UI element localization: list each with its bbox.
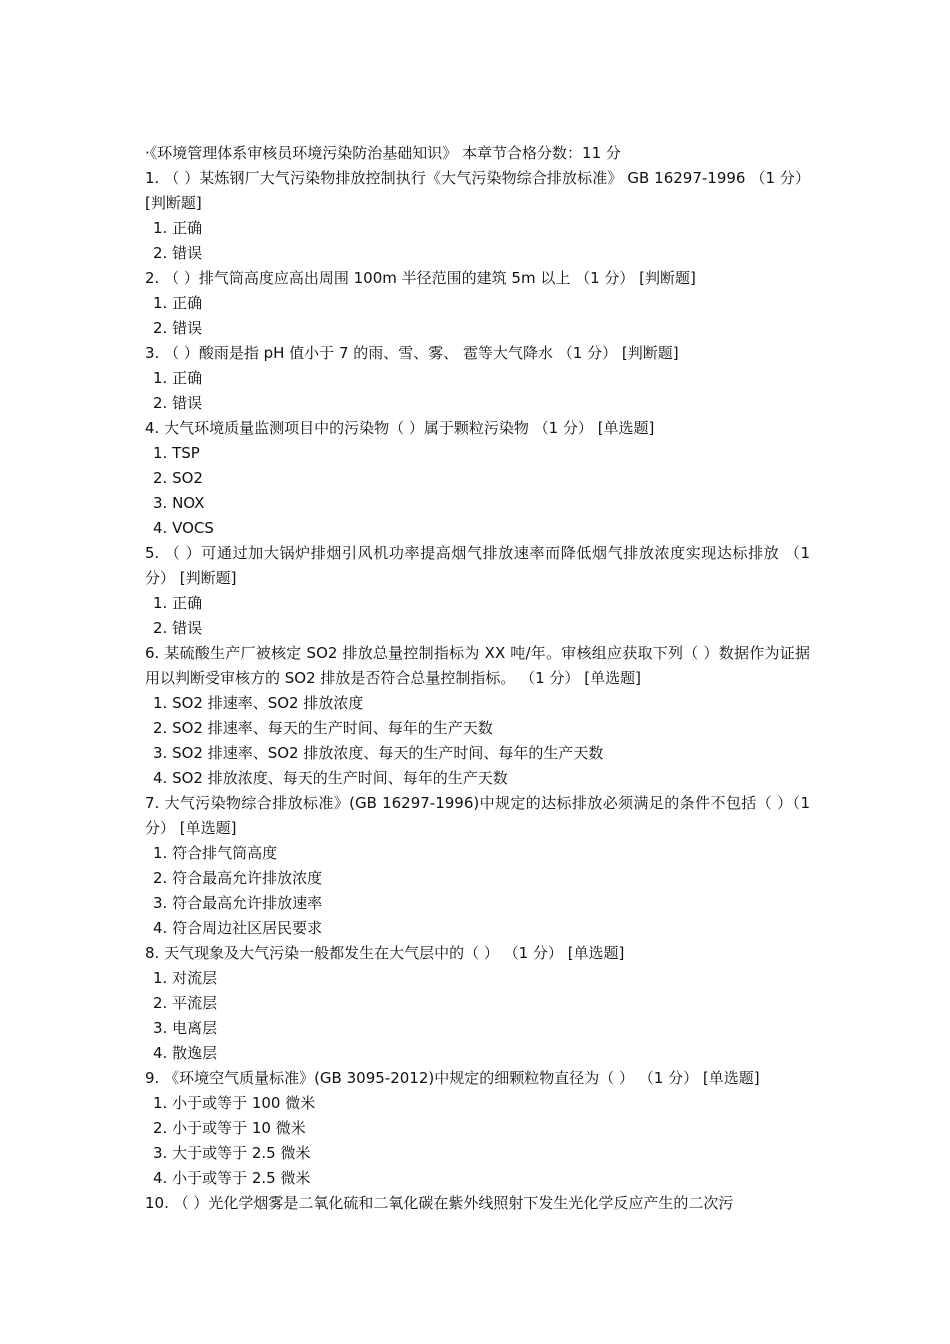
q3-option-2: 2. 错误 (153, 394, 203, 412)
q4-option-2: 2. SO2 (153, 469, 203, 487)
q8-option-4: 4. 散逸层 (153, 1044, 218, 1062)
question-8: 8. 天气现象及大气污染一般都发生在大气层中的（ ） （1 分） [单选题] (145, 944, 625, 962)
q7-option-3: 3. 符合最高允许排放速率 (153, 894, 323, 912)
question-7: 7. 大气污染物综合排放标准》(GB 16297-1996)中规定的达标排放必须满足的条件不包括（ ）（1 分） [单选题] (145, 794, 810, 837)
question-2: 2. （ ）排气筒高度应高出周围 100m 半径范围的建筑 5m 以上 （1 分） [判断题] (145, 269, 696, 287)
q3-option-1: 1. 正确 (153, 369, 203, 387)
question-3: 3. （ ）酸雨是指 pH 值小于 7 的雨、雪、雾、 雹等大气降水 （1 分） [判断题] (145, 344, 679, 362)
q4-option-4: 4. VOCS (153, 519, 214, 537)
q8-option-3: 3. 电离层 (153, 1019, 218, 1037)
question-4: 4. 大气环境质量监测项目中的污染物（ ）属于颗粒污染物 （1 分） [单选题] (145, 419, 655, 437)
q1-option-1: 1. 正确 (153, 219, 203, 237)
q7-option-4: 4. 符合周边社区居民要求 (153, 919, 323, 937)
question-10: 10. （ ）光化学烟雾是二氧化硫和二氧化碳在紫外线照射下发生光化学反应产生的二次污 (145, 1194, 734, 1212)
q6-option-4: 4. SO2 排放浓度、每天的生产时间、每年的生产天数 (153, 769, 508, 787)
q8-option-2: 2. 平流层 (153, 994, 218, 1012)
q9-option-4: 4. 小于或等于 2.5 微米 (153, 1169, 311, 1187)
q9-option-1: 1. 小于或等于 100 微米 (153, 1094, 316, 1112)
question-6: 6. 某硫酸生产厂被核定 SO2 排放总量控制指标为 XX 吨/年。审核组应获取下列（ ）数据作为证据用以判断受审核方的 SO2 排放是否符合总量控制指标。 （1 分） [单选题] (145, 644, 810, 687)
question-5: 5. （ ）可通过加大锅炉排烟引风机功率提高烟气排放速率而降低烟气排放浓度实现达标排放 （1 分） [判断题] (145, 544, 810, 587)
chapter-header: ·《环境管理体系审核员环境污染防治基础知识》 本章节合格分数：11 分 (145, 144, 621, 162)
q7-option-1: 1. 符合排气筒高度 (153, 844, 278, 862)
q6-option-2: 2. SO2 排速率、每天的生产时间、每年的生产天数 (153, 719, 493, 737)
q5-option-2: 2. 错误 (153, 619, 203, 637)
q6-option-3: 3. SO2 排速率、SO2 排放浓度、每天的生产时间、每年的生产天数 (153, 744, 604, 762)
q1-option-2: 2. 错误 (153, 244, 203, 262)
q9-option-2: 2. 小于或等于 10 微米 (153, 1119, 306, 1137)
question-1: 1. （ ）某炼钢厂大气污染物排放控制执行《大气污染物综合排放标准》 GB 16297-1996 （1 分） [判断题] (145, 169, 810, 212)
q5-option-1: 1. 正确 (153, 594, 203, 612)
q2-option-2: 2. 错误 (153, 319, 203, 337)
q4-option-1: 1. TSP (153, 444, 200, 462)
q2-option-1: 1. 正确 (153, 294, 203, 312)
q4-option-3: 3. NOX (153, 494, 205, 512)
document-content (145, 141, 810, 1216)
q7-option-2: 2. 符合最高允许排放浓度 (153, 869, 323, 887)
question-9: 9. 《环境空气质量标准》(GB 3095-2012)中规定的细颗粒物直径为（ ） （1 分） [单选题] (145, 1069, 760, 1087)
q8-option-1: 1. 对流层 (153, 969, 218, 987)
q9-option-3: 3. 大于或等于 2.5 微米 (153, 1144, 311, 1162)
q6-option-1: 1. SO2 排速率、SO2 排放浓度 (153, 694, 364, 712)
